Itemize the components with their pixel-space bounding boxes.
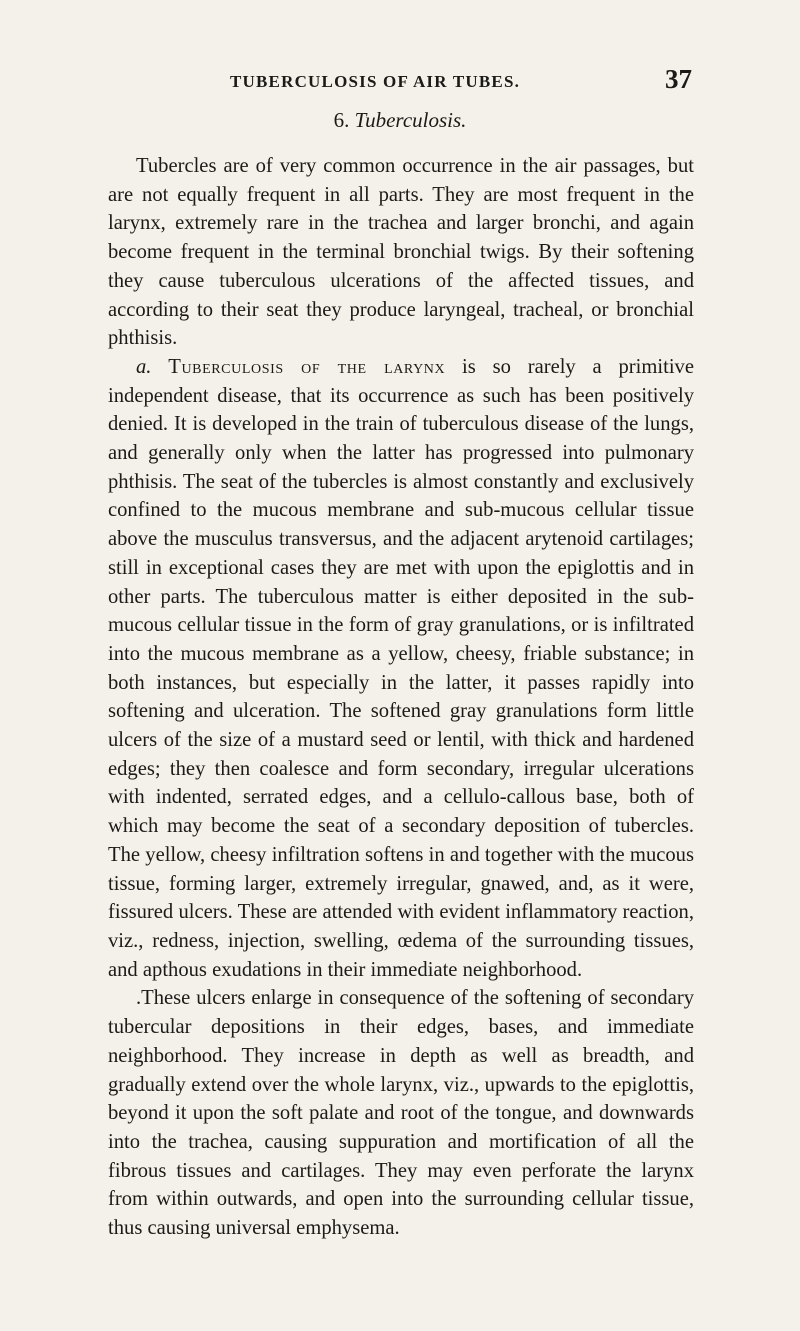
paragraph-larynx [108, 353, 694, 984]
subsection-label: a. [136, 355, 152, 378]
page-number: 37 [665, 64, 692, 94]
paragraph-ulcers: .These ulcers enlarge in consequence of the softening of secondary tubercular depositions in their edges, bases, and immediate neighborhood. They increase in depth as well as breadth, and gradually extend over the whole larynx, viz., upwards to the epiglottis, beyond it upon the soft palate and root of the tongue, and downwards into the trachea, causing suppuration and mortification of all the fibrous tissues and cartilages. They may even perforate the larynx from within outwards, and open into the surrounding cellular tissue, thus causing universal emphysema. [108, 987, 694, 1240]
running-head: TUBERCULOSIS OF AIR TUBES. [230, 72, 521, 91]
section-number: 6. [333, 108, 350, 132]
body-text [108, 152, 694, 1243]
section-heading [0, 108, 800, 133]
subsection-heading: Tuberculosis of the larynx [168, 355, 446, 378]
paragraph-intro: Tubercles are of very common occurrence in the air passages, but are not equally frequent in all parts. They are most frequent in the larynx, extremely rare in the trachea and larger bronchi, and again become frequent in the terminal bronchial twigs. By their softening they cause tuberculous ulcerations of the affected tissues, and according to their seat they produce laryngeal, tracheal, or bronchial phthisis. [108, 155, 694, 350]
section-title: Tuberculosis. [354, 108, 467, 132]
paragraph-larynx-text: is so rarely a primitive independent disease, that its occurrence as such has been positively denied. It is developed in the train of tuberculous disease of the lungs, and generally only when the latter has progressed into pulmonary phthisis. The seat of the tubercles is almost constantly and exclusively confined to the mucous membrane and sub-mucous cellular tissue above the musculus transversus, and the adjacent arytenoid cartilages; still in exceptional cases they are met with upon the epiglottis and in other parts. The tuberculous matter is either deposited in the sub-mucous cellular tissue in the form of gray granulations, or is infiltrated into the mucous membrane as a yellow, cheesy, friable substance; in both instances, but especially in the latter, it passes rapidly into softening and ulceration. The softened gray granulations form little ulcers of the size of a mustard seed or lentil, with thick and hardened edges; they then coalesce and form secondary, irregular ulcerations with indented, serrated edges, and a cellulo-callous base, both of which may become the seat of a secondary deposition of tubercles. The yellow, cheesy infiltration softens in and together with the mucous tissue, forming larger, extremely irregular, gnawed, and, as it were, fissured ulcers. These are attended with evident inflammatory reaction, viz., redness, injection, swelling, œdema of the surrounding tissues, and apthous exudations in their immediate neighborhood. [108, 355, 694, 981]
